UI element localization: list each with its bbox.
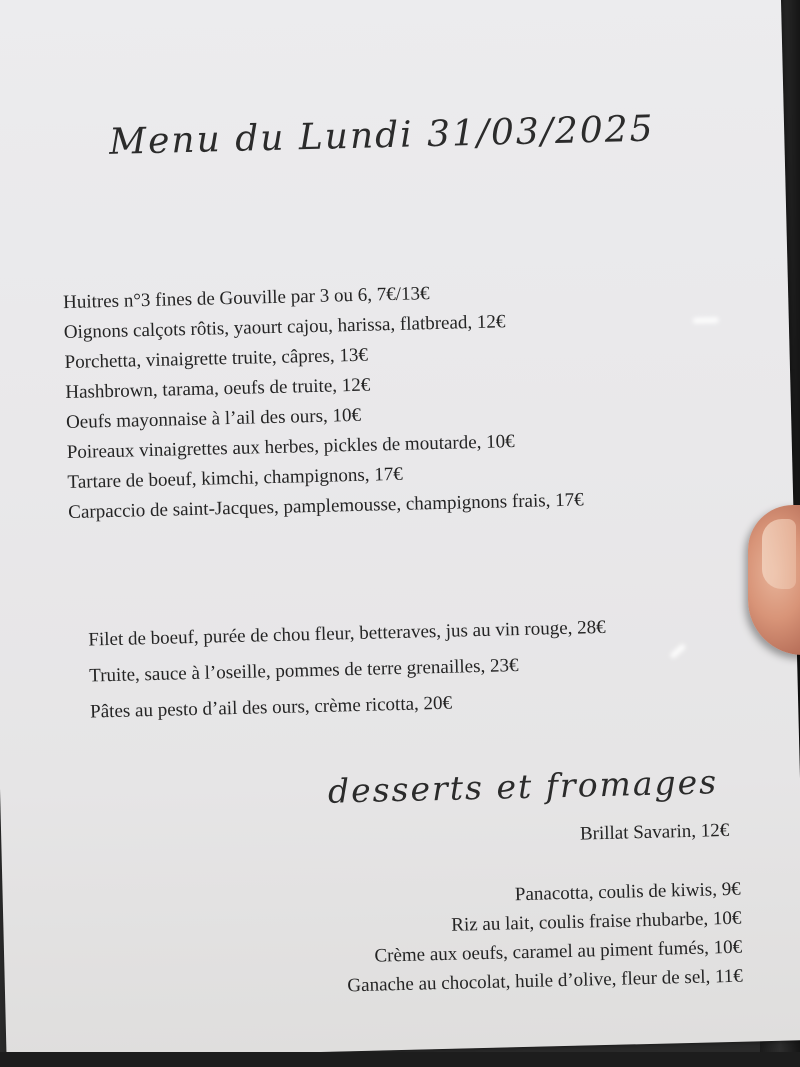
starters-list bbox=[63, 275, 584, 528]
menu-item: Ganache au chocolat, huile d’olive, fleur de sel, 11€ bbox=[347, 965, 744, 997]
light-glare bbox=[669, 643, 686, 659]
fingernail bbox=[762, 519, 796, 589]
menu-item: Filet de boeuf, purée de chou fleur, betteraves, jus au vin rouge, 28€ bbox=[88, 616, 606, 651]
folder-bottom-edge bbox=[0, 1052, 800, 1067]
menu-item: Oeufs mayonnaise à l’ail des ours, 10€ bbox=[65, 404, 362, 434]
menu-item: Porchetta, vinaigrette truite, câpres, 13€ bbox=[64, 344, 369, 374]
menu-item: Hashbrown, tarama, oeufs de truite, 12€ bbox=[65, 374, 371, 404]
menu-item: Crème aux oeufs, caramel au piment fumés, 10€ bbox=[374, 936, 743, 967]
desserts-heading: desserts et fromages bbox=[327, 762, 719, 811]
menu-item: Tartare de boeuf, kimchi, champignons, 17€ bbox=[67, 463, 404, 494]
menu-item: Truite, sauce à l’oseille, pommes de terre grenailles, 23€ bbox=[89, 655, 519, 687]
light-glare bbox=[693, 317, 719, 324]
menu-item: Oignons calçots rôtis, yaourt cajou, harissa, flatbread, 12€ bbox=[63, 311, 506, 344]
menu-item: Riz au lait, coulis fraise rhubarbe, 10€ bbox=[451, 907, 742, 936]
menu-item: Pâtes au pesto d’ail des ours, crème ricotta, 20€ bbox=[89, 692, 453, 723]
mains-list bbox=[88, 610, 608, 731]
menu-title: Menu du Lundi 31/03/2025 bbox=[108, 108, 656, 163]
cheese-item: Brillat Savarin, 12€ bbox=[579, 819, 730, 845]
menu-item: Huitres n°3 fines de Gouville par 3 ou 6, 7€/13€ bbox=[62, 283, 430, 314]
menu-item: Panacotta, coulis de kiwis, 9€ bbox=[514, 878, 741, 906]
menu-item: Carpaccio de saint-Jacques, pamplemousse, champignons frais, 17€ bbox=[68, 489, 584, 524]
desserts-list bbox=[345, 875, 743, 1001]
menu-item: Poireaux vinaigrettes aux herbes, pickles de moutarde, 10€ bbox=[66, 431, 515, 464]
